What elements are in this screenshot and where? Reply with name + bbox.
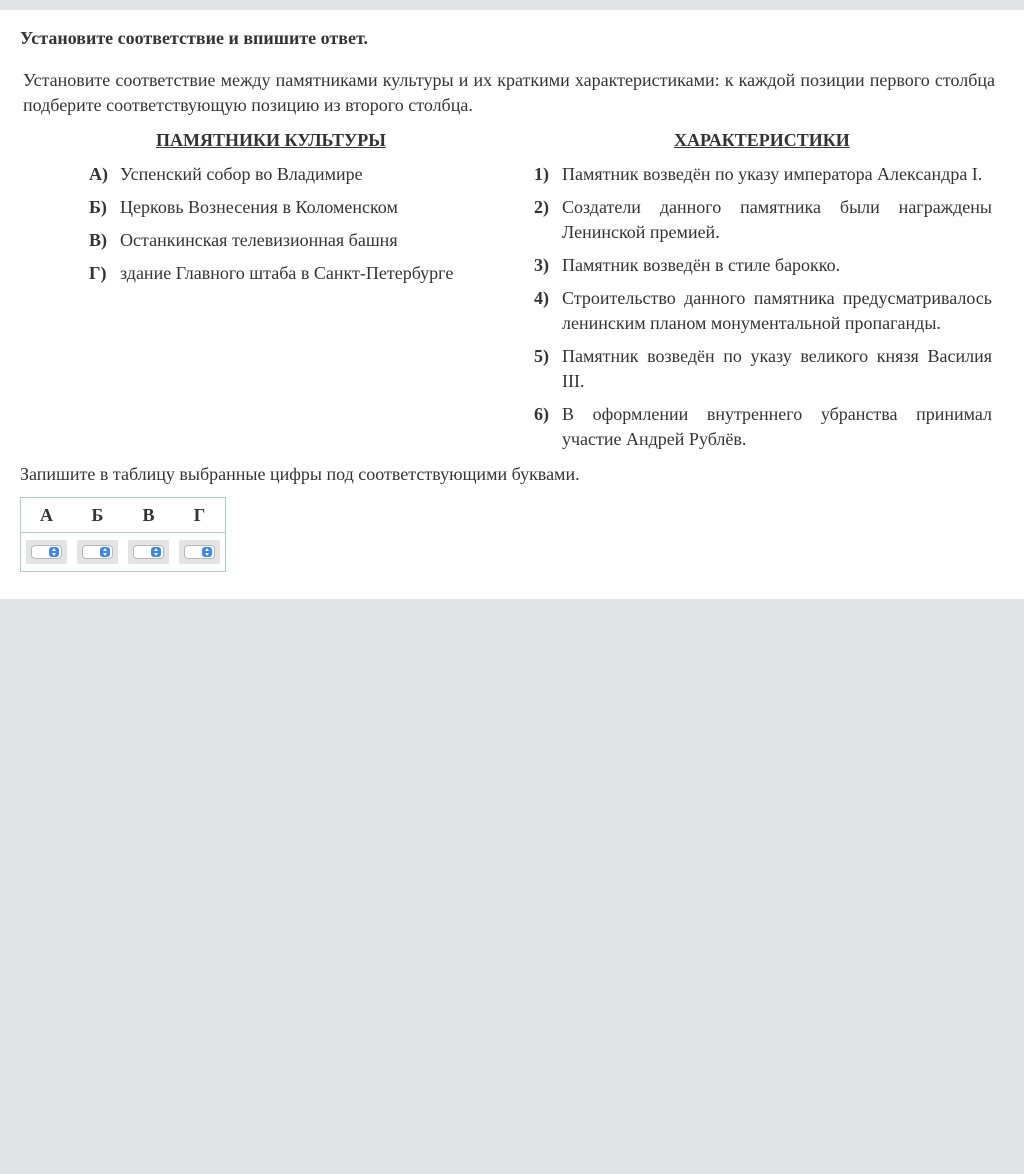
left-column-heading: ПАМЯТНИКИ КУЛЬТУРЫ xyxy=(156,130,386,150)
answer-select-b-box[interactable] xyxy=(82,545,113,559)
answer-cell xyxy=(72,533,123,572)
item-mark: Г) xyxy=(89,263,107,283)
select-arrows-icon[interactable] xyxy=(49,547,59,557)
answer-select-v[interactable] xyxy=(128,540,169,564)
answer-select-v-box[interactable] xyxy=(133,545,164,559)
answer-select-g[interactable] xyxy=(179,540,220,564)
select-arrows-icon[interactable] xyxy=(151,547,161,557)
answer-header-g: Г xyxy=(174,498,226,533)
answer-header-b: Б xyxy=(72,498,123,533)
item-mark: 1) xyxy=(534,164,549,184)
item-mark: В) xyxy=(89,230,107,250)
answer-cell xyxy=(123,533,174,572)
answer-table xyxy=(20,497,226,572)
item-mark: 2) xyxy=(534,197,549,217)
select-arrows-icon[interactable] xyxy=(202,547,212,557)
task-card xyxy=(0,10,1024,599)
item-mark: 6) xyxy=(534,404,549,424)
select-arrows-icon[interactable] xyxy=(100,547,110,557)
answer-header-v: В xyxy=(123,498,174,533)
answer-select-a[interactable] xyxy=(26,540,67,564)
item-text: Памятник возведён по указу императора Александра I. xyxy=(562,164,983,184)
item-text: Успенский собор во Владимире xyxy=(120,164,363,184)
item-mark: 3) xyxy=(534,255,549,275)
item-mark: А) xyxy=(89,164,108,184)
answer-select-row xyxy=(21,533,226,572)
item-mark: 4) xyxy=(534,288,549,308)
item-text: здание Главного штаба в Санкт-Петербурге xyxy=(120,263,454,283)
answer-header-a: А xyxy=(21,498,73,533)
answer-header-row xyxy=(21,498,226,533)
item-text: Строительство данного памятника предусматривалось ленинским планом монументальной пропаганды. xyxy=(562,288,992,333)
task-title: Установите соответствие и впишите ответ. xyxy=(20,28,368,48)
item-text: Памятник возведён в стиле барокко. xyxy=(562,255,841,275)
task-intro: Установите соответствие между памятниками культуры и их краткими характеристиками: к каждой позиции первого столбца подберите соответствующую позицию из второго столбца. xyxy=(23,70,995,115)
item-text: Памятник возведён по указу великого князя Василия III. xyxy=(562,346,992,391)
answer-select-b[interactable] xyxy=(77,540,118,564)
answer-instruction: Запишите в таблицу выбранные цифры под соответствующими буквами. xyxy=(20,464,580,484)
answer-cell xyxy=(21,533,73,572)
item-text: Церковь Вознесения в Коломенском xyxy=(120,197,398,217)
right-column-heading: ХАРАКТЕРИСТИКИ xyxy=(674,130,850,150)
item-text: В оформлении внутреннего убранства принимал участие Андрей Рублёв. xyxy=(562,404,992,449)
item-mark: Б) xyxy=(89,197,107,217)
answer-cell xyxy=(174,533,226,572)
answer-select-g-box[interactable] xyxy=(184,545,215,559)
answer-select-a-box[interactable] xyxy=(31,545,62,559)
item-text: Останкинская телевизионная башня xyxy=(120,230,398,250)
item-mark: 5) xyxy=(534,346,549,366)
item-text: Создатели данного памятника были награждены Ленинской премией. xyxy=(562,197,992,242)
